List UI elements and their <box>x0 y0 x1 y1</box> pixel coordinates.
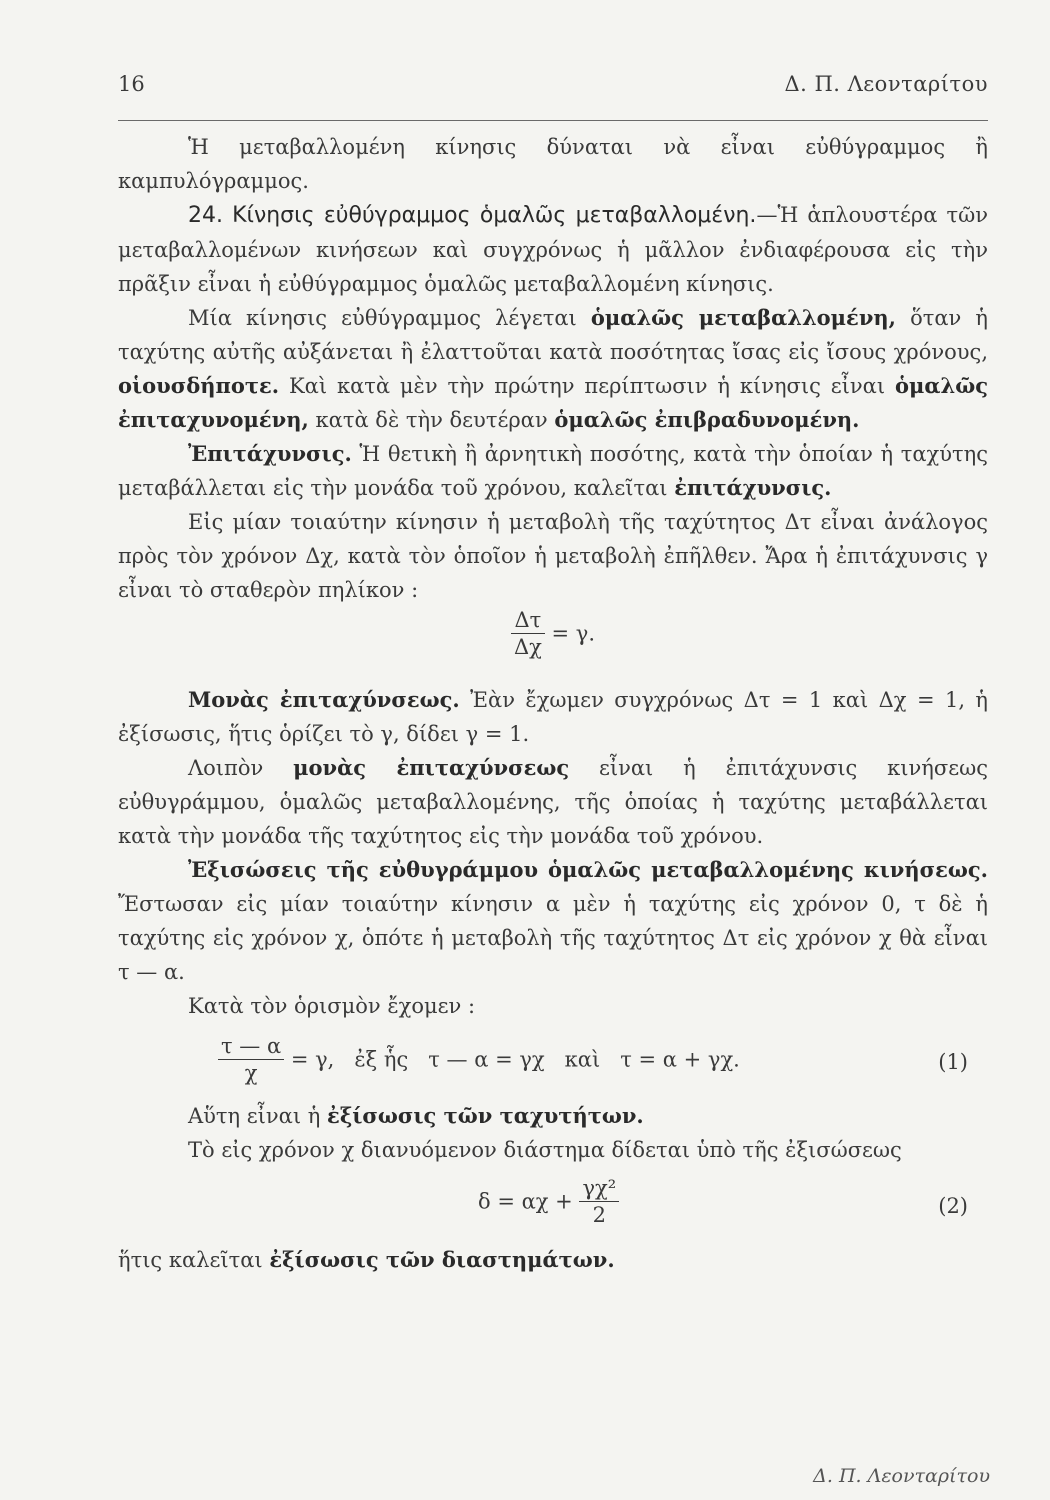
text-span: Μία κίνησις εὐθύγραμμος λέγεται <box>188 306 577 330</box>
equation-distances-content <box>478 1175 619 1228</box>
paragraph-distance-text: Τὸ εἰς χρόνον χ διανυόμενον διάστημα δίδεται ὑπὸ τῆς ἐξισώσεως <box>188 1138 902 1162</box>
text-span: Ἡ θετικὴ ἢ ἀρνητικὴ ποσότης, κατὰ τὴν ὁποίαν ἡ ταχύτης μεταβάλλεται εἰς τὴν μονάδα τοῦ χρόνου, καλεῖται <box>118 442 988 500</box>
text-span: Αὕτη εἶναι ἡ <box>188 1104 321 1128</box>
fraction-numerator: Δτ <box>511 607 545 634</box>
formula-acceleration <box>118 607 988 683</box>
term-velocity-equation: ἐξίσωσις τῶν ταχυτήτων. <box>327 1103 644 1128</box>
term-unit-acceleration: μονὰς ἐπιταχύνσεως <box>293 755 570 780</box>
equation-velocities-content <box>218 1033 740 1086</box>
text-span: κατὰ δὲ τὴν δευτέραν <box>315 408 548 432</box>
section-24-text: —Ἡ ἁπλουστέρα τῶν μεταβαλλομένων κινήσεων καὶ συγχρόνως ἡ μᾶλλον ἐνδιαφέρουσα εἰς τὴν πρᾶξιν εἶναι ἡ εὐθύγραμμος ὁμαλῶς μεταβαλλομένη κίνησις. <box>118 203 988 296</box>
fraction <box>218 1033 284 1086</box>
term-accelerated: ὁμαλῶς ἐπιταχυνομένη, <box>118 373 988 432</box>
text-span: Ἐὰν ἔχωμεν συγχρόνως Δτ = 1 καὶ Δχ = 1, ἡ ἐξίσωσις, ἥτις ὁρίζει τὸ γ, δίδει γ = 1. <box>118 688 988 746</box>
term-uniformly-varied: ὁμαλῶς μεταβαλλομένη, <box>590 305 896 330</box>
page-body <box>118 130 988 1277</box>
paragraph-by-definition <box>118 989 988 1023</box>
fraction-denominator: 2 <box>592 1203 606 1227</box>
page-number: 16 <box>118 72 145 96</box>
paragraph-unit-definition <box>118 751 988 853</box>
paragraph-by-definition-text: Κατὰ τὸν ὁρισμὸν ἔχομεν : <box>188 994 476 1018</box>
text-span: ὅταν ἡ ταχύτης αὐτῆς αὐξάνεται ἢ ἐλαττοῦται κατὰ ποσότητας ἴσας εἰς ἴσους χρόνους, <box>118 306 989 364</box>
fraction <box>511 607 545 660</box>
paragraph-unit-acceleration <box>118 683 988 751</box>
paragraph-proportional <box>118 505 988 607</box>
term-any: οἱουσδήποτε. <box>118 373 280 398</box>
subheading-acceleration: Ἐπιτάχυνσις. <box>188 441 352 466</box>
paragraph-proportional-text: Εἰς μίαν τοιαύτην κίνησιν ἡ μεταβολὴ τῆς ταχύτητος Δτ εἶναι ἀνάλογος πρὸς τὸν χρόνον Δχ, κατὰ τὸν ὁποῖον ἡ μεταβολὴ ἐπῆλθεν. Ἄρα ἡ ἐπιτάχυνσις γ εἶναι τὸ σταθερὸν πηλίκον : <box>118 510 988 602</box>
fraction-denominator: χ <box>244 1061 258 1085</box>
text-span: Καὶ κατὰ μὲν τὴν πρώτην περίπτωσιν ἡ κίνησις εἶναι <box>288 374 886 398</box>
equation-lhs: δ = αχ + <box>478 1189 573 1214</box>
subheading-equations: Ἐξισώσεις τῆς εὐθυγράμμου ὁμαλῶς μεταβαλλομένης κινήσεως. <box>188 857 988 882</box>
paragraph-distance <box>118 1133 988 1167</box>
paragraph-velocity-equation <box>118 1099 988 1133</box>
term-acceleration: ἐπιτάχυνσις. <box>674 475 832 500</box>
term-decelerated: ὁμαλῶς ἐπιβραδυνομένη. <box>554 407 860 432</box>
text-span: εἶναι ἡ ἐπιτάχυνσις κινήσεως εὐθυγράμμου, ὁμαλῶς μεταβαλλομένης, τῆς ὁποίας ἡ ταχύτης μεταβάλλεται κατὰ τὴν μονάδα τῆς ταχύτητος εἰς τὴν μονάδα τοῦ χρόνου. <box>118 756 988 848</box>
paragraph-definition <box>118 301 988 437</box>
footer-signature: Δ. Π. Λεονταρίτου <box>813 1465 990 1487</box>
equation-label: (1) <box>938 1050 968 1074</box>
equation-velocities <box>118 1023 988 1099</box>
term-distance-equation: ἐξίσωσις τῶν διαστημάτων. <box>269 1247 615 1272</box>
subheading-unit-acceleration: Μονὰς ἐπιταχύνσεως. <box>188 687 460 712</box>
equation-label: (2) <box>938 1194 968 1218</box>
paragraph-intro <box>118 130 988 198</box>
section-title: Κίνησις εὐθύγραμμος ὁμαλῶς μεταβαλλομένη. <box>232 203 757 228</box>
running-head: Δ. Π. Λεονταρίτου <box>784 72 988 96</box>
fraction-denominator: Δχ <box>513 635 542 659</box>
paragraph-distance-equation <box>118 1243 988 1277</box>
equation-distances <box>118 1167 988 1243</box>
equation-rest: = γ, ἐξ ἧς τ — α = γχ καὶ τ = α + γχ. <box>290 1047 740 1072</box>
text-span: Λοιπὸν <box>188 756 264 780</box>
paragraph-equations <box>118 853 988 989</box>
paragraph-acceleration <box>118 437 988 505</box>
paragraph-intro-text: Ἡ μεταβαλλομένη κίνησις δύναται νὰ εἶναι εὐθύγραμμος ἢ καμπυλόγραμμος. <box>118 135 988 193</box>
section-number: 24. <box>188 203 223 228</box>
fraction <box>579 1175 619 1228</box>
header-rule <box>118 120 988 121</box>
page-header <box>118 72 988 106</box>
text-span: ἥτις καλεῖται <box>118 1248 263 1272</box>
formula-rhs: = γ. <box>551 621 596 646</box>
fraction-numerator: τ — α <box>218 1033 284 1060</box>
section-24 <box>118 198 988 301</box>
text-span: Ἔστωσαν εἰς μίαν τοιαύτην κίνησιν α μὲν ἡ ταχύτης εἰς χρόνον 0, τ δὲ ἡ ταχύτης εἰς χρόνον χ, ὁπότε ἡ μεταβολὴ τῆς ταχύτητος Δτ εἰς χρόνον χ θὰ εἶναι τ — α. <box>118 892 988 984</box>
fraction-numerator: γχ² <box>579 1175 619 1202</box>
